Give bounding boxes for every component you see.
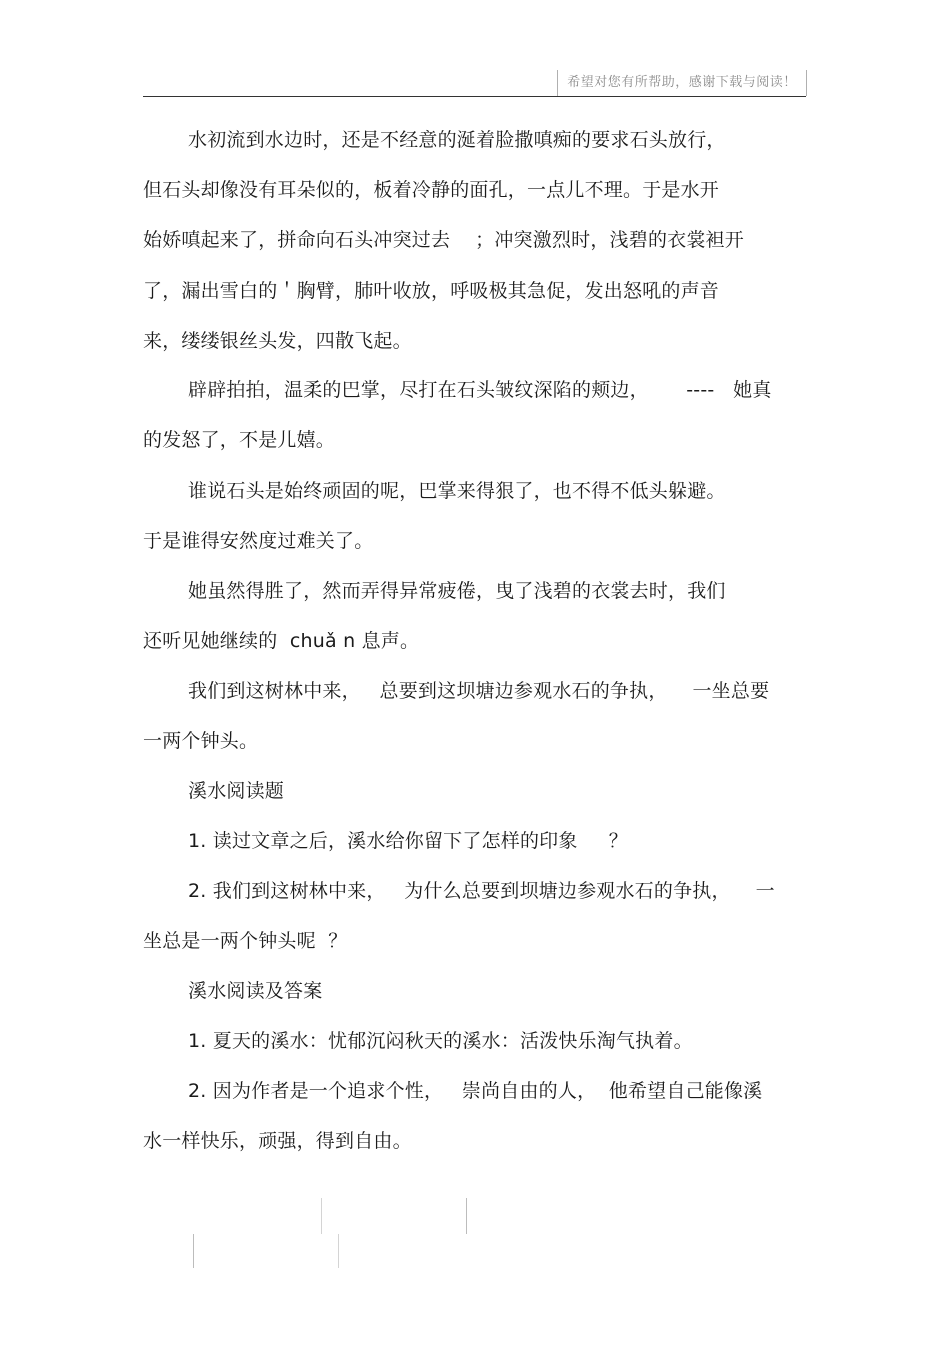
- scan-mark: [338, 1234, 339, 1268]
- paragraph-line: 辟辟拍拍，温柔的巴掌，尽打在石头皱纹深陷的颊边， ---- 她真: [188, 379, 772, 401]
- answer-item-continued: 水一样快乐，顽强，得到自由。: [143, 1130, 412, 1152]
- answer-item: 2. 因为作者是一个追求个性， 崇尚自由的人， 他希望自己能像溪: [188, 1080, 763, 1102]
- paragraph-line: 了，漏出雪白的＇胸臂，肺叶收放，呼吸极其急促，发出怒吼的声音: [143, 280, 720, 302]
- paragraph-line: 我们到这树林中来， 总要到这坝塘边参观水石的争执， 一坐总要: [188, 680, 770, 702]
- paragraph-line: 来，缕缕银丝头发，四散飞起。: [143, 330, 412, 352]
- header-divider: [143, 96, 806, 97]
- paragraph-line: 还听见她继续的 chuǎ n 息声。: [143, 630, 420, 652]
- paragraph-line: 的发怒了，不是儿嬉。: [143, 429, 336, 451]
- section-heading: 溪水阅读及答案: [188, 980, 323, 1002]
- section-heading: 溪水阅读题: [188, 780, 285, 802]
- scan-mark: [466, 1198, 467, 1234]
- paragraph-line: 她虽然得胜了，然而弄得异常疲倦，曳了浅碧的衣裳去时，我们: [188, 580, 726, 602]
- answer-item: 1. 夏天的溪水：忧郁沉闷秋天的溪水：活泼快乐淘气执着。: [188, 1030, 693, 1052]
- header-banner: 希望对您有所帮助，感谢下载与阅读！: [557, 70, 807, 96]
- paragraph-line: 但石头却像没有耳朵似的，板着冷静的面孔，一点儿不理。于是水开: [143, 179, 720, 201]
- paragraph-line: 水初流到水边时，还是不经意的涎着脸撒嗔痴的要求石头放行，: [188, 129, 726, 151]
- question-item: 1. 读过文章之后，溪水给你留下了怎样的印象 ？: [188, 830, 628, 852]
- paragraph-line: 谁说石头是始终顽固的呢，巴掌来得狠了，也不得不低头躲避。: [188, 480, 726, 502]
- paragraph-line: 于是谁得安然度过难关了。: [143, 530, 374, 552]
- question-item-continued: 坐总是一两个钟头呢 ？: [143, 930, 348, 952]
- paragraph-line: 一两个钟头。: [143, 730, 259, 752]
- paragraph-line: 始娇嗔起来了，拼命向石头冲突过去 ；冲突激烈时，浅碧的衣裳袒开: [143, 229, 744, 251]
- scan-mark: [321, 1198, 322, 1234]
- scan-mark: [193, 1234, 194, 1268]
- question-item: 2. 我们到这树林中来， 为什么总要到坝塘边参观水石的争执， 一: [188, 880, 775, 902]
